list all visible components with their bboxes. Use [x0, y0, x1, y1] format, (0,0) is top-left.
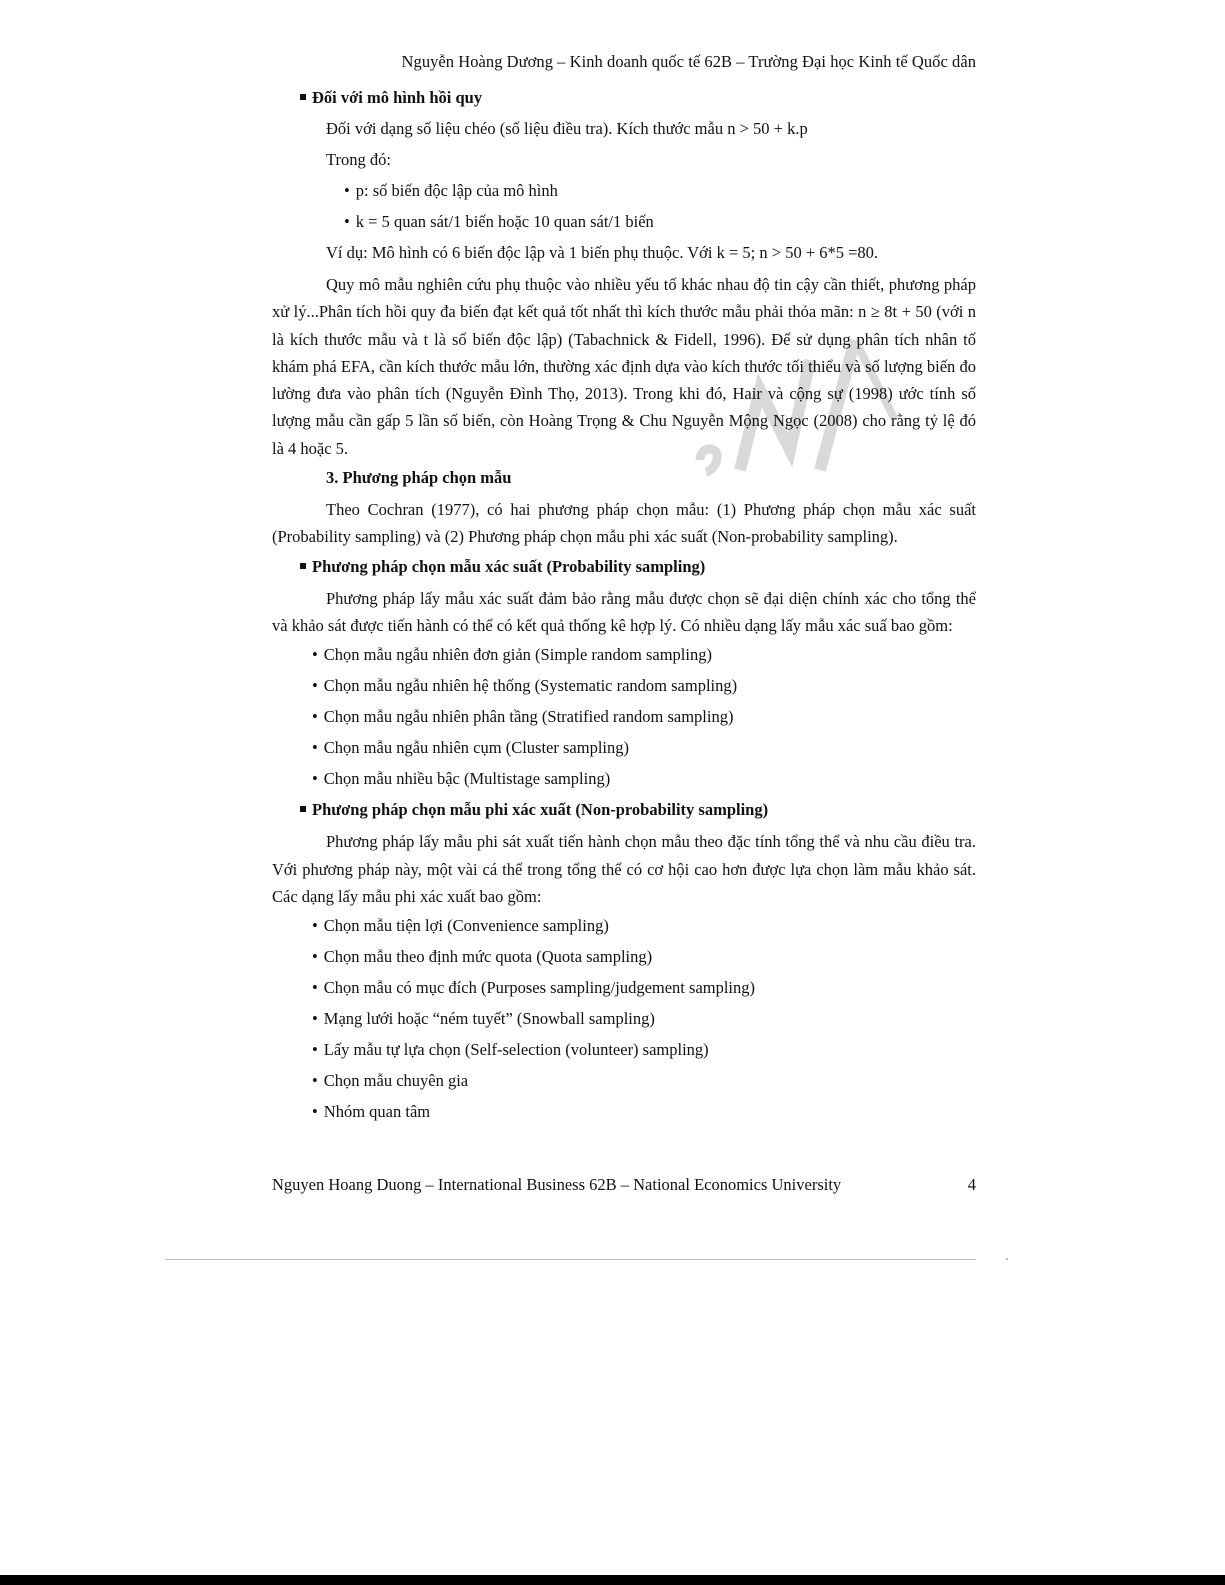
bullet-dot-icon: • — [344, 181, 350, 200]
bullet-dot-icon: • — [312, 916, 318, 936]
bullet-dot-icon: • — [312, 1071, 318, 1091]
bullet-dot-icon: • — [312, 707, 318, 727]
bullet-dot-icon: • — [312, 1040, 318, 1060]
probability-bullet-item: • Chọn mẫu ngẫu nhiên hệ thống (Systematic random sampling) — [312, 676, 738, 696]
nonprobability-bullet-item: • Chọn mẫu tiện lợi (Convenience sampling) — [312, 916, 609, 936]
bullet-dot-icon: • — [312, 947, 318, 967]
nonprobability-bullet-item: • Mạng lưới hoặc “ném tuyết” (Snowball sampling) — [312, 1009, 655, 1029]
footer-text: Nguyen Hoang Duong – International Business 62B – National Economics University — [272, 1175, 842, 1194]
square-bullet-icon — [300, 94, 306, 100]
regression-paragraph: Quy mô mẫu nghiên cứu phụ thuộc vào nhiều yếu tố khác nhau độ tin cậy cần thiết, phương pháp xử lý...Phân tích hồi quy đa biến đạt kết quả tốt nhất thì kích thước mẫu phải thỏa mãn: n ≥ 8t + 50 (với n là kích thước mẫu và t là số biến độc lập) (Tabachnick & Fidell, 1996). Để sử dụng phân tích nhân tố khám phá EFA, cần kích thước mẫu lớn, thường xác định dựa vào kích thước tối thiểu và số lượng biến đo lường đưa vào phân tích (Nguyễn Đình Thọ, 2013). Trong khi đó, Hair và cộng sự (1998) ước tính số lượng mẫu cần gấp 5 lần số biến, còn Hoàng Trọng & Chu Nguyễn Mộng Ngọc (2008) cho rằng tỷ lệ đó là 4 hoặc 5. — [272, 275, 976, 458]
probability-bullet-item: • Chọn mẫu ngẫu nhiên cụm (Cluster sampling) — [312, 738, 629, 758]
regression-example-line: Ví dụ: Mô hình có 6 biến độc lập và 1 biến phụ thuộc. Với k = 5; n > 50 + 6*5 =80. — [326, 243, 879, 262]
nonprobability-bullet-item: • Chọn mẫu chuyên gia — [312, 1071, 469, 1091]
page-divider — [165, 1259, 976, 1260]
nonprobability-bullet-item: • Chọn mẫu có mục đích (Purposes sampling/judgement sampling) — [312, 978, 756, 998]
nonprobability-heading: Phương pháp chọn mẫu phi xác xuất (Non-probability sampling) — [272, 794, 976, 825]
page-header: Nguyễn Hoàng Dương – Kinh doanh quốc tế 62B – Trường Đại học Kinh tế Quốc dân — [401, 52, 976, 71]
probability-bullet-item: • Chọn mẫu ngẫu nhiên đơn giản (Simple random sampling) — [312, 645, 712, 665]
page-content — [272, 82, 976, 1127]
bullet-dot-icon: • — [312, 769, 318, 789]
page-number: 4 — [967, 1175, 976, 1194]
nonprobability-bullet-item: • Nhóm quan tâm — [312, 1102, 431, 1122]
sampling-paragraph: Theo Cochran (1977), có hai phương pháp chọn mẫu: (1) Phương pháp chọn mẫu xác suất (Probability sampling) và (2) Phương pháp chọn mẫu phi xác suất (Non-probability sampling). — [272, 500, 976, 547]
bullet-dot-icon: • — [312, 676, 318, 696]
probability-bullet-item: • Chọn mẫu nhiều bậc (Multistage sampling) — [312, 769, 611, 789]
bullet-dot-icon: • — [312, 1009, 318, 1029]
regression-heading: Đối với mô hình hồi quy — [272, 82, 976, 113]
regression-bullet-item: • p: số biến độc lập của mô hình — [344, 181, 558, 200]
bullet-dot-icon: • — [312, 1102, 318, 1122]
bottom-bar — [0, 1575, 1225, 1585]
page-edge-mark — [1006, 1258, 1008, 1260]
bullet-dot-icon: • — [344, 212, 350, 231]
probability-bullet-item: • Chọn mẫu ngẫu nhiên phân tầng (Stratified random sampling) — [312, 707, 734, 727]
square-bullet-icon — [300, 806, 306, 812]
nonprobability-bullet-item: • Lấy mẫu tự lựa chọn (Self-selection (volunteer) sampling) — [312, 1040, 709, 1060]
square-bullet-icon — [300, 563, 306, 569]
probability-paragraph: Phương pháp lấy mẫu xác suất đảm bảo rằng mẫu được chọn sẽ đại diện chính xác cho tổng thể và khảo sát được tiến hành có thể có kết quả thống kê hợp lý. Có nhiều dạng lấy mẫu xác suấ bao gồm: — [272, 588, 976, 635]
sampling-heading: 3. Phương pháp chọn mẫu — [326, 468, 512, 488]
probability-heading: Phương pháp chọn mẫu xác suất (Probability sampling) — [272, 551, 976, 582]
bullet-dot-icon: • — [312, 738, 318, 758]
nonprobability-bullet-item: • Chọn mẫu theo định mức quota (Quota sampling) — [312, 947, 653, 967]
nonprobability-paragraph: Phương pháp lấy mẫu phi sát xuất tiến hành chọn mẫu theo đặc tính tổng thể và nhu cầu điều tra. Với phương pháp này, một vài cá thể trong tổng thể có cơ hội cao hơn được lựa chọn làm mẫu khảo sát. Các dạng lấy mẫu phi xác xuất bao gồm: — [272, 832, 976, 906]
regression-sample-size-line: Đối với dạng số liệu chéo (số liệu điều tra). Kích thước mẫu n > 50 + k.p — [326, 119, 808, 138]
regression-where-line: Trong đó: — [326, 150, 391, 169]
bullet-dot-icon: • — [312, 978, 318, 998]
bullet-dot-icon: • — [312, 645, 318, 665]
regression-bullet-item: • k = 5 quan sát/1 biến hoặc 10 quan sát/1 biến — [344, 212, 654, 231]
page-footer — [272, 1175, 976, 1195]
